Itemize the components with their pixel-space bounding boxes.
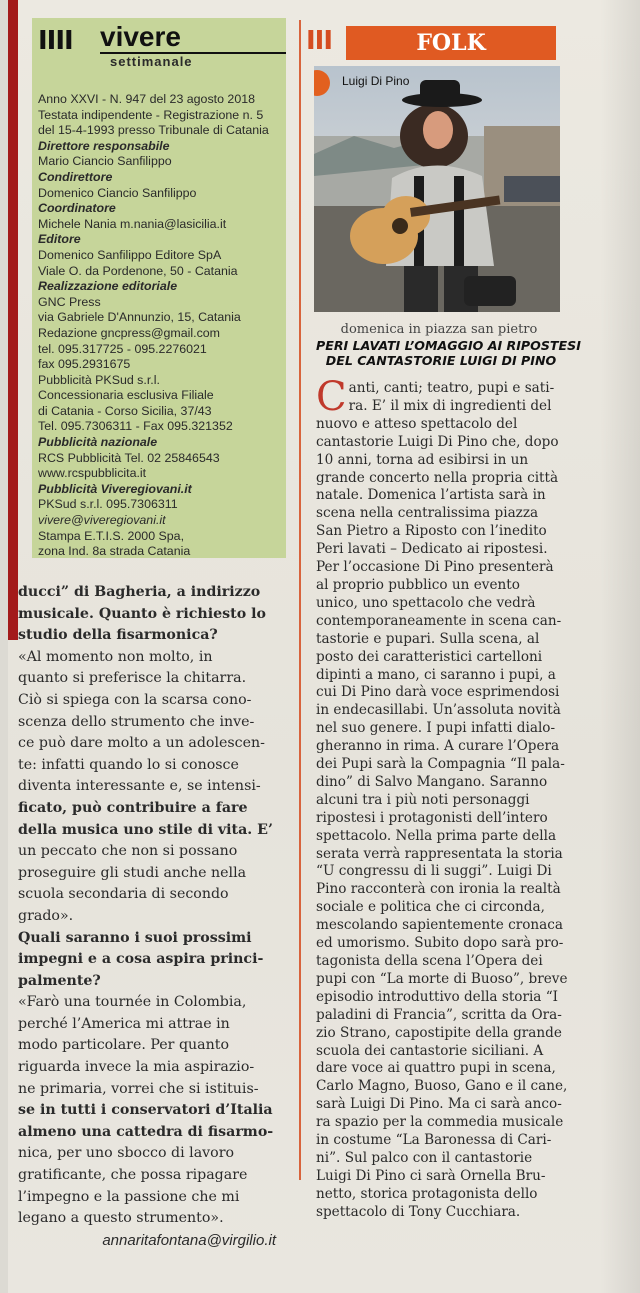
- author-email: annaritafontana@virgilio.it: [102, 1231, 276, 1249]
- section-label: FOLK: [346, 26, 556, 60]
- article-line: unico, uno spettacolo che vedrà: [316, 594, 536, 611]
- article-line: palmente?: [18, 972, 101, 989]
- article-line: posto dei caratteristici cartelloni: [316, 648, 543, 665]
- page-shadow: [600, 0, 640, 1293]
- article-line: ce può dare molto a un adolescen-: [18, 735, 265, 752]
- article-kicker: domenica in piazza san pietro: [340, 322, 538, 337]
- article-line: in endecasillabi. Un’assoluta novità: [316, 702, 561, 719]
- headline-line: PERI LAVATI L’OMAGGIO AI RIPOSTESI: [316, 338, 581, 353]
- article-line: gratificante, che possa ripagare: [18, 1167, 248, 1184]
- colophon-line: Testata indipendente - Registrazione n. 5: [38, 107, 264, 122]
- article-line: ne primaria, vorrei che si istituis-: [18, 1080, 259, 1097]
- colophon-line: Concessionaria esclusiva Filiale: [38, 388, 214, 403]
- article-line: dare voce ai quattro pupi in scena,: [316, 1060, 556, 1077]
- article-line: te: infatti quando lo si conosce: [18, 756, 239, 773]
- article-line: ducci” di Bagheria, a indirizzo: [18, 584, 261, 600]
- colophon-line: Pubblicità Viveregiovani.it: [38, 481, 192, 496]
- article-line: ed umorismo. Subito dopo sarà pro-: [316, 935, 564, 952]
- singer-photo: [314, 66, 560, 312]
- colophon-line: Direttore responsabile: [38, 138, 170, 153]
- article-line: scuola dei cantastorie siciliani. A: [316, 1042, 544, 1059]
- colophon-line: fax 095.2931675: [38, 357, 131, 372]
- article-line: grado».: [18, 907, 74, 924]
- colophon-line: Pubblicità PKSud s.r.l.: [38, 372, 160, 387]
- colophon-line: Coordinatore: [38, 201, 116, 216]
- article-line: Quali saranno i suoi prossimi: [18, 929, 252, 946]
- colophon-line: Anno XXVI - N. 947 del 23 agosto 2018: [38, 92, 255, 106]
- masthead-bars: IIII: [38, 26, 73, 56]
- article-line: nuovo e atteso spettacolo del: [316, 415, 518, 432]
- article-line: pupi con “La morte di Buoso”, breve: [316, 970, 568, 987]
- article-line: ra spazio per la commedia musicale: [316, 1114, 564, 1131]
- article-line: Ciò si spiega con la scarsa cono-: [18, 691, 252, 708]
- article-line: ripostesi i protagonisti dell’intero: [316, 809, 548, 826]
- article-line: riguarda invece la mia aspirazio-: [18, 1059, 255, 1076]
- colophon-line: Pubblicità nazionale: [38, 435, 158, 450]
- article-line: diventa interessante e, se intensi-: [18, 778, 261, 795]
- article-line: spettacolo di Tony Cucchiara.: [316, 1203, 521, 1220]
- article-line: netto, storica protagonista dello: [316, 1185, 538, 1202]
- headline-line: DEL CANTASTORIE LUIGI DI PINO: [325, 353, 557, 368]
- article-line: gheranno in rima. A curare l’Opera: [316, 738, 560, 755]
- article-line: anti, canti; teatro, pupi e sati-: [348, 380, 555, 396]
- article-line: tastorie e pupari. Sulla scena, al: [316, 630, 540, 647]
- article-line: «Farò una tournée in Colombia,: [18, 994, 247, 1011]
- article-line: natale. Domenica l’artista sarà in: [316, 487, 546, 504]
- article-line: nica, per uno sbocco di lavoro: [18, 1145, 235, 1162]
- article-line: ni”. Sul palco con il cantastorie: [316, 1149, 533, 1166]
- article-line: proseguire gli studi anche nella: [18, 864, 247, 881]
- article-line: Carlo Magno, Buoso, Gano e il cane,: [316, 1078, 568, 1095]
- folk-article: [316, 374, 570, 1222]
- article-line: un peccato che non si possano: [18, 843, 238, 860]
- article-line: l’impegno e la passione che mi: [18, 1188, 240, 1205]
- article-line: sarà Luigi Di Pino. Ma ci sarà anco-: [316, 1096, 562, 1113]
- colophon-line: Michele Nania m.nania@lasicilia.it: [38, 216, 227, 231]
- section-bars: III: [306, 26, 333, 56]
- photo-caption: Luigi Di Pino: [342, 74, 410, 88]
- article-line: perché l’America mi attrae in: [18, 1015, 230, 1032]
- article-line: San Pietro a Riposto con l’inedito: [316, 523, 547, 540]
- column-divider: [299, 20, 301, 1180]
- article-line: legano a questo strumento».: [18, 1210, 224, 1227]
- masthead-title: vivere: [100, 22, 286, 54]
- article-line: almeno una cattedra di fisarmo-: [18, 1123, 274, 1140]
- article-line: Per l’occasione Di Pino presenterà: [316, 559, 554, 576]
- article-line: Pino racconterà con ironia la realtà: [316, 881, 561, 898]
- colophon-line: Redazione gncpress@gmail.com: [38, 325, 220, 340]
- article-line: 10 anni, torna ad esibirsi in un: [316, 451, 529, 468]
- colophon-line: RCS Pubblicità Tel. 02 25846543: [38, 450, 220, 465]
- colophon-line: di Catania - Corso Sicilia, 37/43: [38, 403, 212, 418]
- article-line: serata verrà rappresentata la storia: [316, 845, 563, 862]
- article-line: in costume “La Baronessa di Cari-: [316, 1132, 552, 1149]
- colophon-line: Viale O. da Pordenone, 50 - Catania: [38, 263, 238, 278]
- colophon-line: Domenico Sanfilippo Editore SpA: [38, 247, 222, 262]
- article-line: scuola secondaria di secondo: [18, 886, 229, 903]
- colophon-line: tel. 095.317725 - 095.2276021: [38, 341, 207, 356]
- drop-cap: C: [316, 374, 347, 420]
- article-line: spettacolo. Nella prima parte della: [316, 827, 557, 844]
- colophon-line: Editore: [38, 232, 81, 247]
- masthead-subtitle: settimanale: [110, 54, 193, 69]
- colophon-line: vivere@viveregiovani.it: [38, 513, 166, 528]
- article-line: contemporaneamente in scena can-: [316, 612, 562, 629]
- colophon-line: GNC Press: [38, 294, 101, 309]
- red-margin-strip: [8, 0, 18, 640]
- colophon-lines: [38, 92, 282, 560]
- article-line: scena nella centralissima piazza: [316, 505, 539, 522]
- article-line: modo particolare. Per quanto: [18, 1037, 230, 1054]
- article-line: «Al momento non molto, in: [18, 648, 213, 665]
- article-line: della musica uno stile di vita. E’: [18, 821, 273, 838]
- interview-article: [18, 582, 280, 1251]
- article-line: musicale. Quanto è richiesto lo: [18, 605, 266, 622]
- article-line: al proprio pubblico un evento: [316, 576, 520, 593]
- article-line: grande concerto nella propria città: [316, 469, 559, 486]
- article-line: quanto si preferisce la chitarra.: [18, 670, 247, 687]
- article-line: dipinti a mano, ci saranno i pupi, a: [316, 666, 556, 683]
- article-line: Luigi Di Pino ci sarà Ornella Bru-: [316, 1167, 546, 1184]
- colophon-line: Tel. 095.7306311 - Fax 095.321352: [38, 419, 233, 434]
- article-line: cui Di Pino darà voce esprimendosi: [316, 684, 560, 701]
- article-headline: [316, 338, 581, 368]
- article-line: episodio introduttivo della storia “I: [316, 988, 559, 1005]
- colophon-line: Domenico Ciancio Sanfilippo: [38, 185, 197, 200]
- colophon-line: Realizzazione editoriale: [38, 279, 178, 294]
- article-line: mescolando sapientemente cronaca: [316, 917, 563, 934]
- article-line: impegni e a cosa aspira princi-: [18, 951, 264, 968]
- article-line: alcuni tra i più noti personaggi: [316, 791, 530, 808]
- article-line: sociale e politica che ci circonda,: [316, 899, 545, 916]
- article-line: ficato, può contribuire a fare: [18, 799, 248, 816]
- article-line: nel suo genere. I pupi infatti dialo-: [316, 720, 556, 737]
- article-line: scenza dello strumento che inve-: [18, 713, 255, 730]
- masthead: [38, 22, 280, 76]
- article-line: se in tutti i conservatori d’Italia: [18, 1102, 273, 1119]
- article-line: tagonista della scena l’Opera dei: [316, 953, 543, 969]
- colophon-line: Stampa E.T.I.S. 2000 Spa,: [38, 528, 185, 543]
- colophon-line: Condirettore: [38, 169, 113, 184]
- article-line: ra. E’ il mix di ingredienti del: [348, 397, 552, 414]
- colophon-line: zona Ind. 8a strada Catania: [38, 544, 191, 559]
- colophon-line: www.rcspubblicita.it: [38, 466, 147, 481]
- colophon-line: via Gabriele D'Annunzio, 15, Catania: [38, 310, 241, 325]
- article-line: studio della fisarmonica?: [18, 627, 218, 644]
- colophon-line: PKSud s.r.l. 095.7306311: [38, 497, 178, 512]
- article-line: cantastorie Luigi Di Pino che, dopo: [316, 433, 559, 450]
- article-line: dei Pupi sarà la Compagnia “Il pala-: [316, 756, 565, 773]
- photo-illustration: [314, 66, 560, 312]
- colophon-line: Mario Ciancio Sanfilippo: [38, 154, 172, 169]
- article-line: paladini di Francia”, scritta da Ora-: [316, 1006, 562, 1023]
- article-line: Peri lavati – Dedicato ai ripostesi.: [316, 541, 548, 558]
- article-line: zio Strano, capostipite della grande: [316, 1024, 562, 1041]
- colophon-box: [32, 18, 286, 558]
- article-line: dino” di Salvo Mangano. Saranno: [316, 773, 548, 790]
- article-line: “U congressu di li suggi”. Luigi Di: [316, 863, 552, 880]
- colophon-line: del 15-4-1993 presso Tribunale di Catania: [38, 123, 269, 138]
